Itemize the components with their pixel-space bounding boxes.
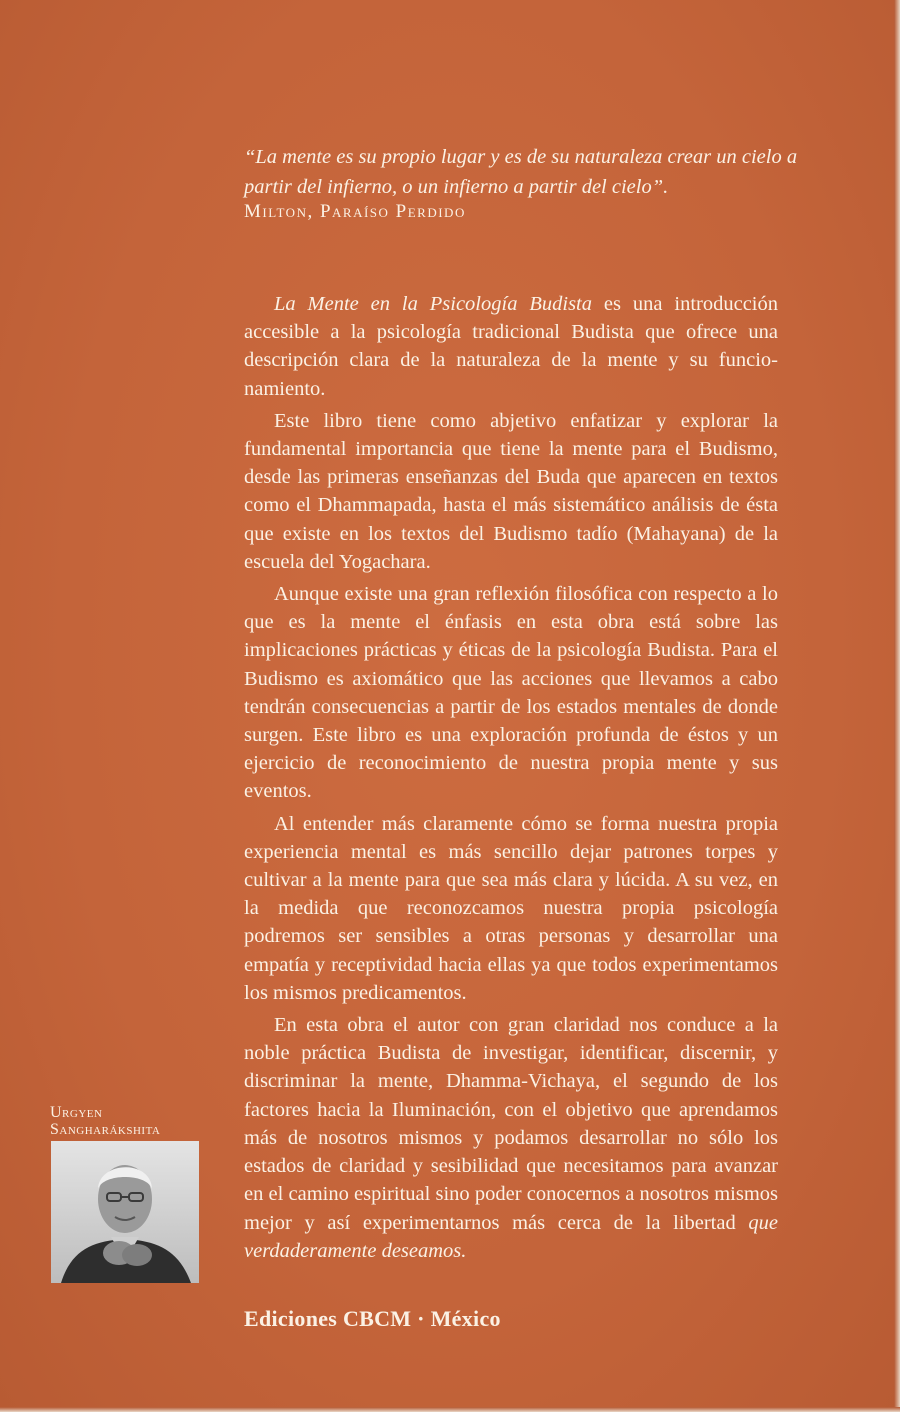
- epigraph-quote: “La mente es su propio lugar y es de su naturaleza crear un cielo a partir del infierno, o un infierno a partir del cielo”.: [244, 146, 798, 198]
- book-description: [244, 290, 778, 1269]
- description-p1-text: es una introducción accesible a la psicología tradicional Budista que ofrece una descripción clara de la naturaleza de la mente y su funcionamiento.: [244, 293, 778, 400]
- cover-edge-bottom: [0, 1407, 900, 1412]
- description-p5-text: En esta obra el autor con gran claridad nos conduce a la noble práctica Budista de investigar, identificar, discernir, y discriminar la mente, Dhamma-Vichaya, el segundo de los factores hacia la Iluminación, con el objetivo que aprendamos más de nosotros mismos y podamos desarrollar no sólo los estados de claridad y sesibilidad que necesitamos para avanzar en el camino espiritual sino poder conocernos a nosotros mismos mejor y así experimentarnos más cerca de la libertad: [244, 1014, 778, 1234]
- description-paragraph-4: Al entender más claramente cómo se forma nuestra propia experiencia mental es más sencillo dejar patrones torpes y cultivar a la mente para que sea más clara y lúcida. A su vez, en la medida que reconozcamos nuestra propia psicología podremos ser sensibles a otras personas y desarrollar una empatía y receptividad hacia ellas ya que todos experimentamos los mismos predicamentos.: [244, 812, 778, 1004]
- author-name-line-1: Urgyen: [50, 1104, 103, 1121]
- author-name-line-2: Sangharákshita: [50, 1121, 161, 1138]
- epigraph-source: Milton, Paraíso Perdido: [244, 201, 466, 222]
- description-paragraph-3: Aunque existe una gran reflexión filosófica con respecto a lo que es la mente el énfasis en esta obra está sobre las implicaciones prácticas y éticas de la psicología Budista. Para el Budismo es axiomático que las acciones que llevamos a cabo tendrán consecuencias a partir de los estados mentales de donde surgen. Este libro es una exploración profunda de éstos y un ejercicio de reconocimiento de nuestra propia mente y sus eventos.: [244, 583, 778, 803]
- author-name: [50, 1104, 200, 1138]
- book-title: La Mente en la Psicología Budista: [274, 293, 592, 315]
- description-paragraph-1: [244, 290, 778, 403]
- publisher-imprint: Ediciones CBCM · México: [244, 1306, 501, 1331]
- cover-edge-right: [894, 0, 900, 1412]
- description-p5-italic: que verdaderamente deseamos.: [244, 1211, 778, 1262]
- description-paragraph-5: [244, 1011, 778, 1265]
- author-portrait-image: [51, 1141, 199, 1283]
- author-photo: [51, 1141, 199, 1283]
- description-paragraph-2: Este libro tiene como abjetivo enfatizar y explorar la fundamental importancia que tiene la mente para el Budismo, desde las primeras enseñanzas del Buda que aparecen en textos como el Dhammapada, hasta el más sistemático análisis de ésta que existe en los textos del Budismo tadío (Mahayana) de la escuela del Yogachara.: [244, 409, 778, 573]
